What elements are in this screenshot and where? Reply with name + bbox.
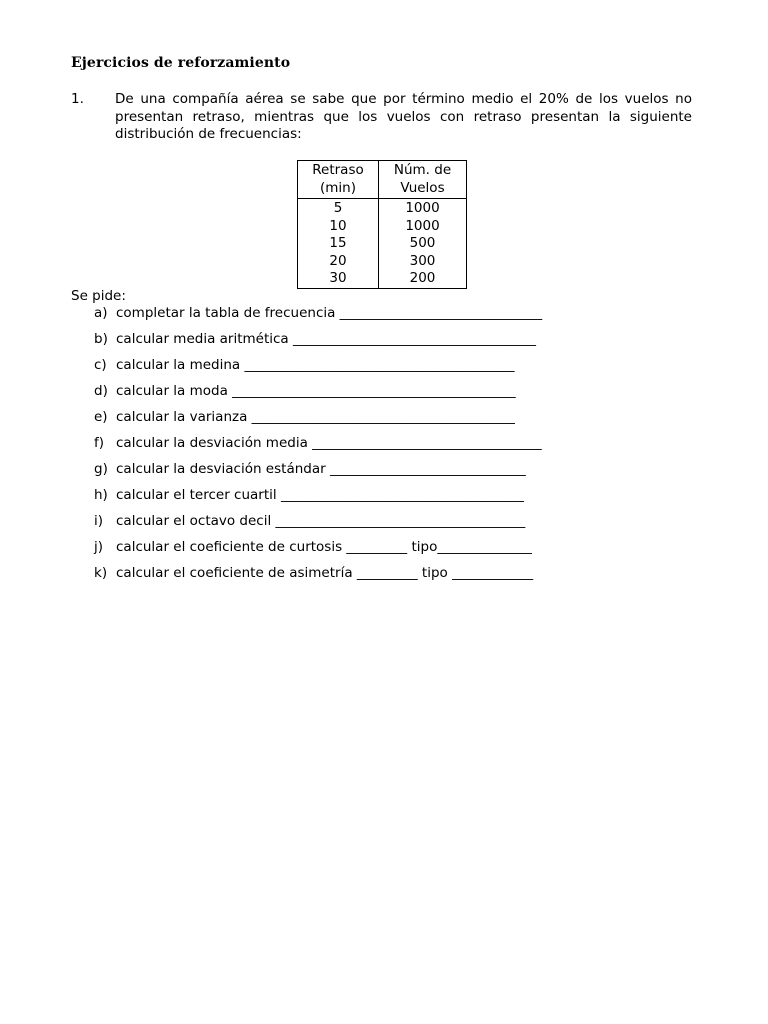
task-text: calcular media aritmética ____________________________________ xyxy=(116,331,536,347)
task-text: calcular el coeficiente de curtosis _________ tipo______________ xyxy=(116,539,532,555)
header-retraso-line2: (min) xyxy=(320,179,356,196)
task-text: calcular la desviación estándar _____________________________ xyxy=(116,461,526,477)
task-marker: e) xyxy=(94,409,108,425)
task-marker: g) xyxy=(94,461,108,477)
task-text: completar la tabla de frecuencia ______________________________ xyxy=(116,305,543,321)
task-text: calcular el tercer cuartil ____________________________________ xyxy=(116,487,524,503)
header-num-vuelos-line1: Núm. de xyxy=(393,162,452,178)
task-marker: a) xyxy=(94,305,108,321)
problem-statement: De una compañía aérea se sabe que por término medio el 20% de los vuelos no presentan retraso, mientras que los vuelos con retraso presentan la siguiente distribución de frecuencias: xyxy=(115,91,692,142)
cell-vuelos: 1000 xyxy=(379,199,467,218)
header-retraso-line1: Retraso xyxy=(312,162,364,178)
cell-vuelos: 500 xyxy=(379,235,467,253)
cell-retraso: 20 xyxy=(298,253,379,271)
cell-vuelos: 300 xyxy=(379,253,467,271)
task-marker: f) xyxy=(94,435,105,451)
table-row xyxy=(298,235,467,253)
table-row xyxy=(298,270,467,288)
task-text: calcular la desviación media __________________________________ xyxy=(116,435,542,451)
task-marker: h) xyxy=(94,487,108,503)
task-text: calcular la moda __________________________________________ xyxy=(116,383,516,399)
header-num-vuelos-line2: Vuelos xyxy=(400,179,445,196)
cell-retraso: 5 xyxy=(298,199,379,218)
task-text: calcular la medina ________________________________________ xyxy=(116,357,515,373)
cell-vuelos: 1000 xyxy=(379,218,467,236)
cell-retraso: 10 xyxy=(298,218,379,236)
table-row xyxy=(298,218,467,236)
table-header-row xyxy=(298,161,467,199)
header-retraso xyxy=(298,161,379,199)
task-marker: d) xyxy=(94,383,108,399)
cell-retraso: 15 xyxy=(298,235,379,253)
task-text: calcular el octavo decil _____________________________________ xyxy=(116,513,526,529)
header-num-vuelos xyxy=(379,161,467,199)
task-marker: j) xyxy=(94,539,104,555)
frequency-table xyxy=(297,160,467,289)
problem-number: 1. xyxy=(71,91,84,107)
tasks-intro: Se pide: xyxy=(71,288,126,304)
task-text: calcular el coeficiente de asimetría _________ tipo ____________ xyxy=(116,565,534,581)
table-row xyxy=(298,199,467,218)
task-marker: c) xyxy=(94,357,107,373)
task-text: calcular la varianza _______________________________________ xyxy=(116,409,515,425)
document-title: Ejercicios de reforzamiento xyxy=(71,55,291,71)
table-row xyxy=(298,253,467,271)
cell-retraso: 30 xyxy=(298,270,379,288)
task-marker: b) xyxy=(94,331,108,347)
cell-vuelos: 200 xyxy=(379,270,467,288)
task-marker: k) xyxy=(94,565,108,581)
task-marker: i) xyxy=(94,513,104,529)
